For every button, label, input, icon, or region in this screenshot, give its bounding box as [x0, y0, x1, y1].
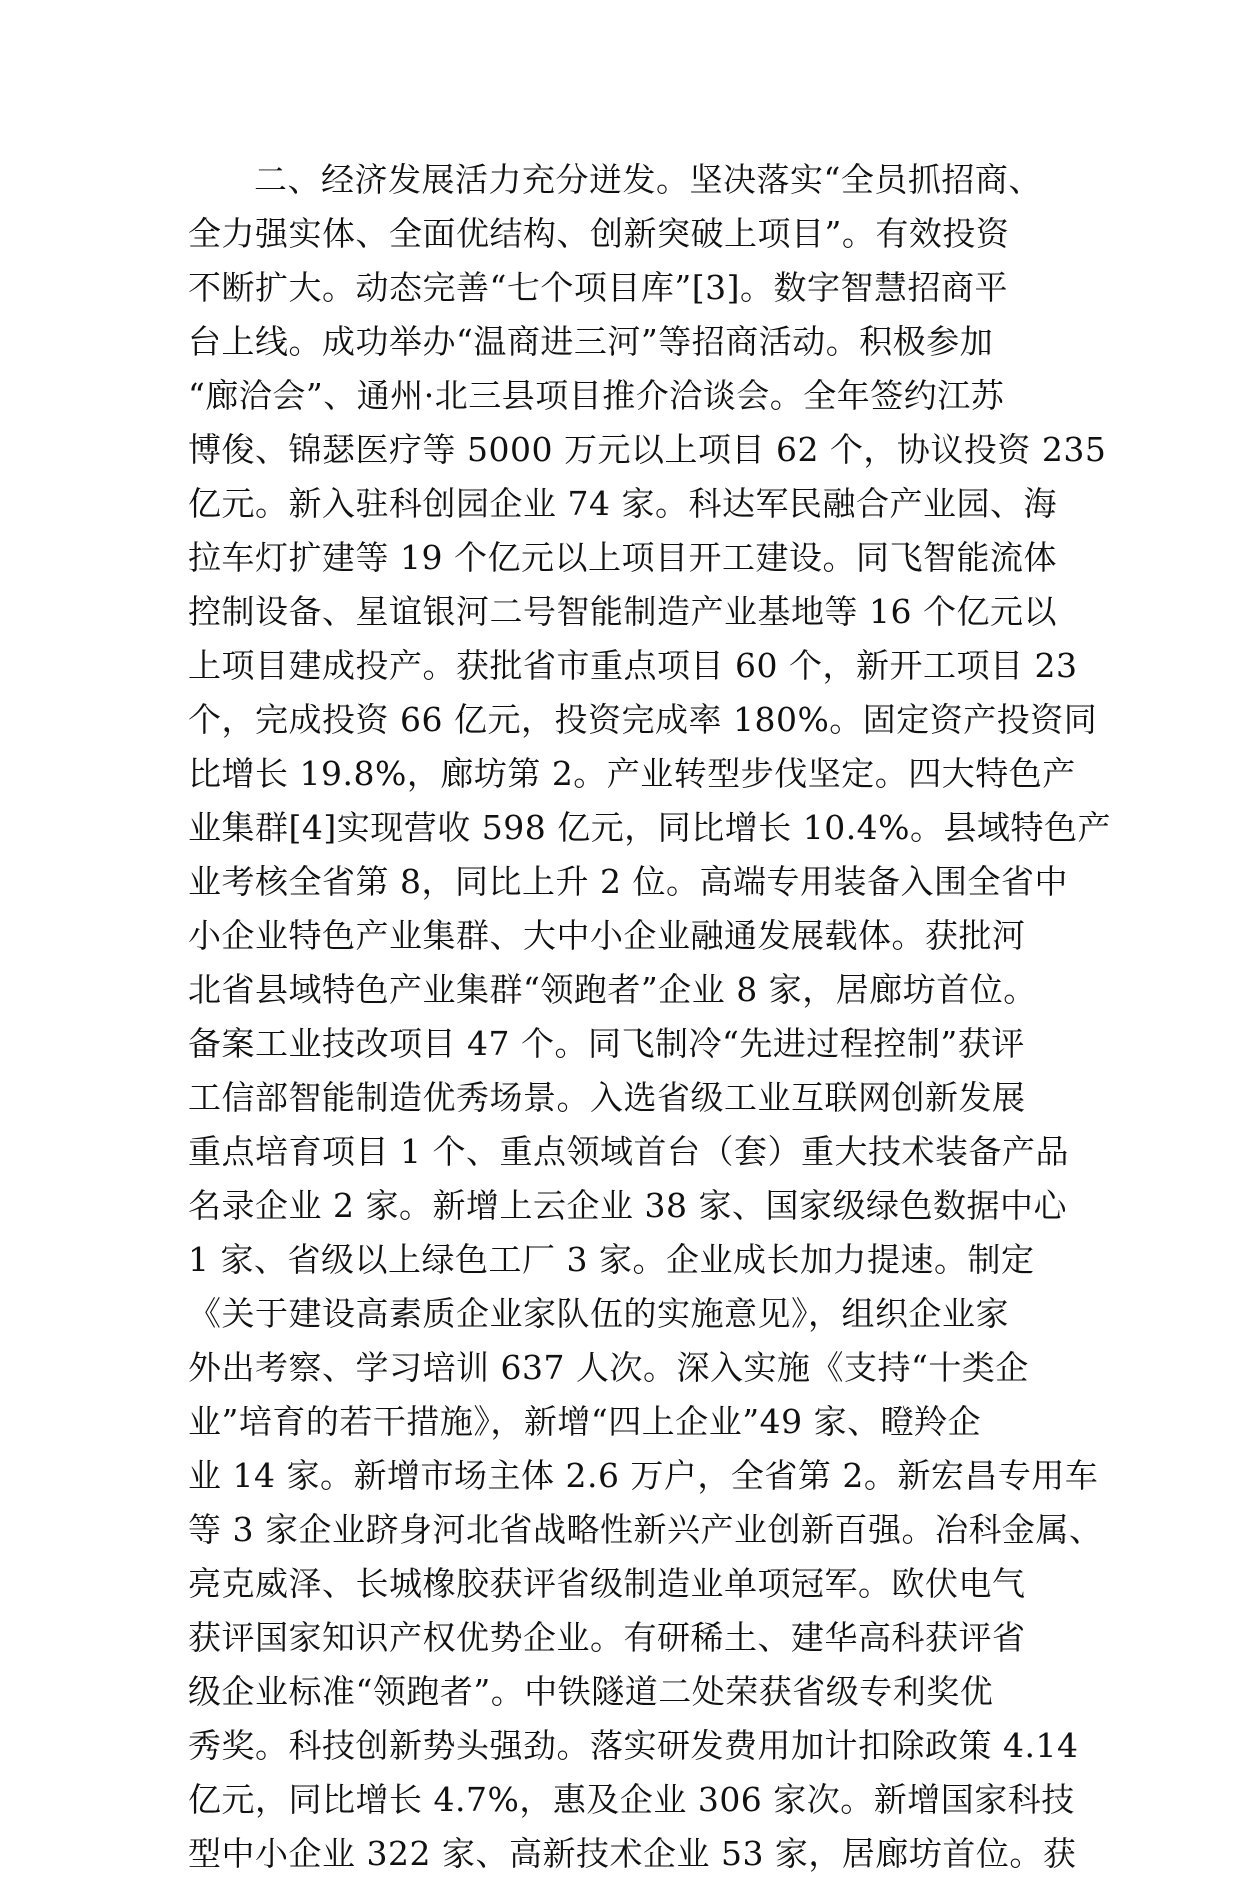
text-line-26: 等 3 家企业跻身河北省战略性新兴产业创新百强。冶科金属、 — [188, 1510, 1103, 1549]
text-line-11: 个，完成投资 66 亿元，投资完成率 180%。固定资产投资同 — [188, 700, 1098, 739]
text-line-4: 台上线。成功举办“温商进三河”等招商活动。积极参加 — [188, 322, 994, 361]
text-line-1: 二、经济发展活力充分迸发。坚决落实“全员抓招商、 — [254, 160, 1042, 199]
text-line-18: 工信部智能制造优秀场景。入选省级工业互联网创新发展 — [188, 1078, 1026, 1117]
text-line-9: 控制设备、星谊银河二号智能制造产业基地等 16 个亿元以 — [188, 592, 1057, 631]
text-line-25: 业 14 家。新增市场主体 2.6 万户，全省第 2。新宏昌专用车 — [188, 1456, 1099, 1495]
text-line-20: 名录企业 2 家。新增上云企业 38 家、国家级绿色数据中心 — [188, 1186, 1067, 1225]
text-line-29: 级企业标准“领跑者”。中铁隧道二处荣获省级专利奖优 — [188, 1672, 994, 1711]
text-line-27: 亮克威泽、长城橡胶获评省级制造业单项冠军。欧伏电气 — [188, 1564, 1026, 1603]
text-line-24: 业”培育的若干措施》，新增“四上企业”49 家、瞪羚企 — [188, 1402, 982, 1441]
text-line-30: 秀奖。科技创新势头强劲。落实研发费用加计扣除政策 4.14 — [188, 1726, 1079, 1765]
text-line-7: 亿元。新入驻科创园企业 74 家。科达军民融合产业园、海 — [188, 484, 1057, 523]
text-line-32: 型中小企业 322 家、高新技术企业 53 家，居廊坊首位。获 — [188, 1834, 1077, 1873]
text-line-6: 博俊、锦瑟医疗等 5000 万元以上项目 62 个，协议投资 235 — [188, 430, 1107, 469]
text-line-3: 不断扩大。动态完善“七个项目库”[3]。数字智慧招商平 — [188, 268, 1008, 307]
text-line-15: 小企业特色产业集群、大中小企业融通发展载体。获批河 — [188, 916, 1026, 955]
text-line-22: 《关于建设高素质企业家队伍的实施意见》，组织企业家 — [188, 1294, 1009, 1333]
text-line-14: 业考核全省第 8，同比上升 2 位。高端专用装备入围全省中 — [188, 862, 1068, 901]
text-line-16: 北省县域特色产业集群“领跑者”企业 8 家，居廊坊首位。 — [188, 970, 1037, 1009]
text-line-10: 上项目建成投产。获批省市重点项目 60 个，新开工项目 23 — [188, 646, 1078, 685]
text-line-17: 备案工业技改项目 47 个。同飞制冷“先进过程控制”获评 — [188, 1024, 1025, 1063]
text-line-31: 亿元，同比增长 4.7%，惠及企业 306 家次。新增国家科技 — [188, 1780, 1075, 1819]
text-line-21: 1 家、省级以上绿色工厂 3 家。企业成长加力提速。制定 — [188, 1240, 1035, 1279]
text-line-28: 获评国家知识产权优势企业。有研稀土、建华高科获评省 — [188, 1618, 1026, 1657]
text-line-5: “廊洽会”、通州·北三县项目推介洽谈会。全年签约江苏 — [188, 376, 1005, 415]
text-line-8: 拉车灯扩建等 19 个亿元以上项目开工建设。同飞智能流体 — [188, 538, 1057, 577]
text-line-19: 重点培育项目 1 个、重点领域首台（套）重大技术装备产品 — [188, 1132, 1069, 1171]
text-line-23: 外出考察、学习培训 637 人次。深入实施《支持“十类企 — [188, 1348, 1029, 1387]
text-line-2: 全力强实体、全面优结构、创新突破上项目”。有效投资 — [188, 214, 1010, 253]
text-line-12: 比增长 19.8%，廊坊第 2。产业转型步伐坚定。四大特色产 — [188, 754, 1076, 793]
text-line-13: 业集群[4]实现营收 598 亿元，同比增长 10.4%。县域特色产 — [188, 808, 1112, 847]
body-paragraph — [188, 153, 1112, 1881]
